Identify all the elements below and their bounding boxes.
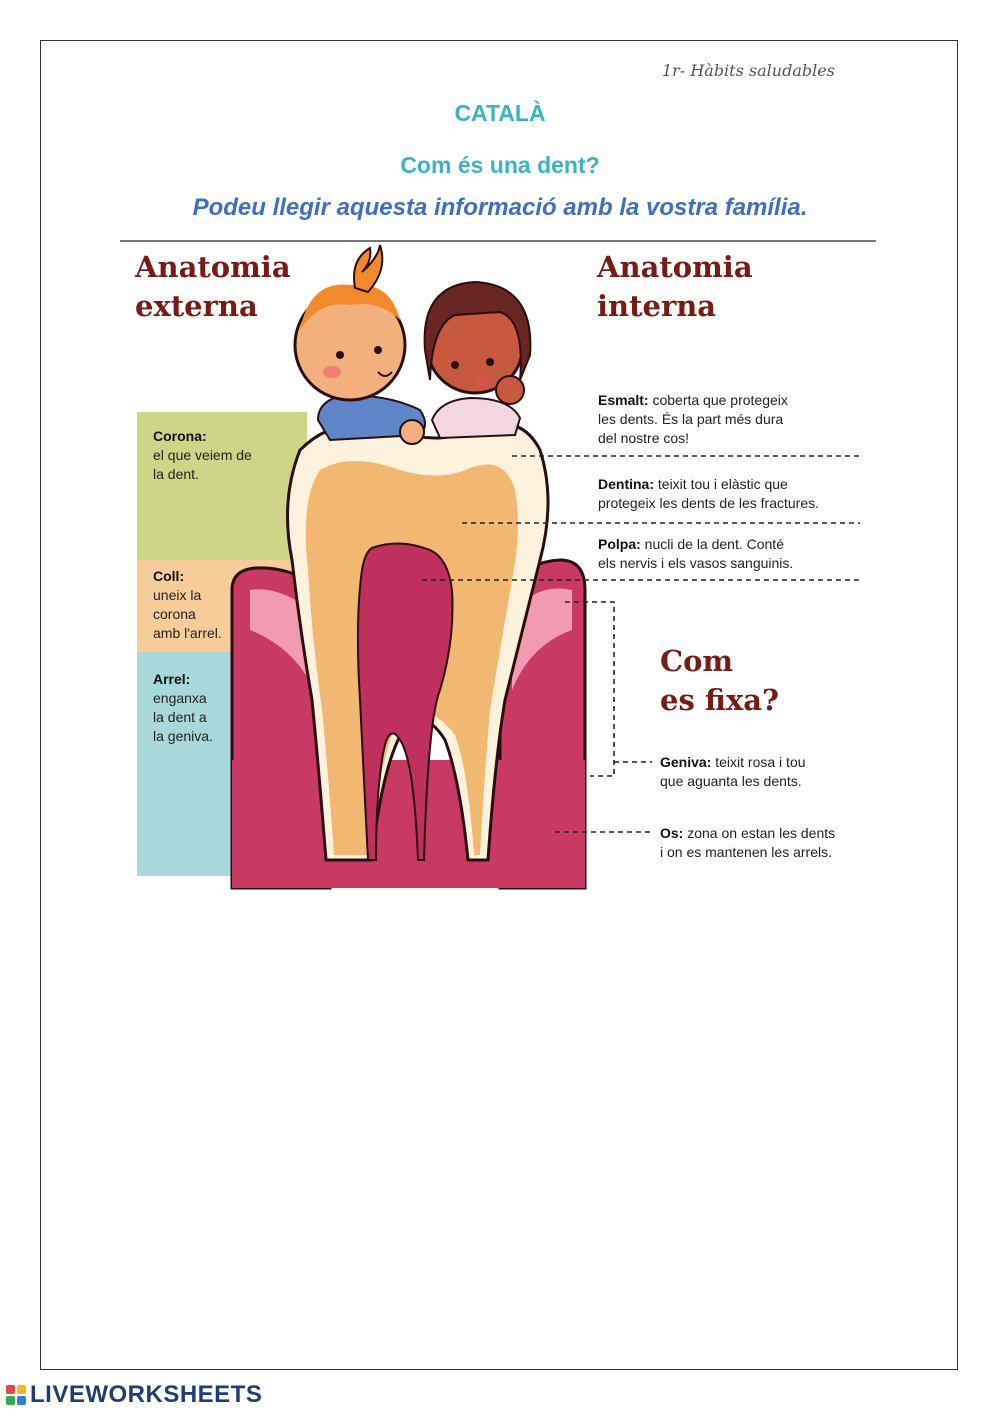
question-title: Com és una dent? (400, 152, 600, 178)
external-anatomy-title-2: externa (135, 289, 258, 323)
arrel-desc-2: la dent a (153, 709, 207, 725)
internal-anatomy-title-1: Anatomia (597, 250, 753, 284)
esmalt-term: Esmalt: (598, 392, 649, 408)
geniva-desc-0: teixit rosa i tou (711, 754, 806, 770)
arrel-term: Arrel: (153, 671, 191, 687)
esmalt-desc-0: coberta que protegeix (648, 392, 788, 408)
corona-label (153, 427, 252, 484)
instruction-text: Podeu llegir aquesta informació amb la vostra família. (192, 194, 808, 221)
coll-desc-2: corona (153, 606, 196, 622)
geniva-term: Geniva: (660, 754, 712, 770)
corona-term: Corona: (153, 428, 207, 444)
os-term: Os: (660, 825, 684, 841)
dentina-desc-0: teixit tou i elàstic que (654, 476, 788, 492)
coll-desc-3: amb l'arrel. (153, 625, 222, 641)
girl-character (425, 282, 531, 438)
geniva-desc-1: que aguanta les dents. (660, 773, 802, 789)
internal-anatomy-title-2: interna (597, 289, 717, 323)
subject-title: CATALÀ (454, 100, 546, 126)
dentina-desc-1: protegeix les dents de les fractures. (598, 495, 820, 511)
fixation-title-2: es fixa? (660, 683, 780, 717)
header-note: 1r- Hàbits saludables (662, 61, 835, 80)
esmalt-desc-1: les dents. És la part més dura (598, 411, 784, 427)
coll-label (153, 567, 222, 643)
logo-text: LIVEWORKSHEETS (30, 1381, 263, 1408)
corona-desc-2: la dent. (153, 466, 199, 482)
corona-desc-1: el que veiem de (153, 447, 252, 463)
arrel-desc-3: la geniva. (153, 728, 213, 744)
coll-term: Coll: (153, 568, 185, 584)
boy-character (295, 245, 425, 444)
logo-grid-icon (6, 1385, 26, 1405)
dentina-term: Dentina: (598, 476, 654, 492)
arrel-desc-1: enganxa (153, 690, 207, 706)
geniva-label (660, 753, 806, 791)
arrel-label (153, 670, 213, 746)
esmalt-label (598, 391, 788, 448)
polpa-term: Polpa: (598, 536, 641, 552)
coll-desc-1: uneix la (153, 587, 202, 603)
liveworksheets-logo[interactable] (6, 1381, 262, 1409)
os-label (660, 824, 835, 862)
polpa-desc-0: nucli de la dent. Conté (640, 536, 784, 552)
os-desc-0: zona on estan les dents (683, 825, 836, 841)
esmalt-desc-2: del nostre cos! (598, 430, 690, 446)
polpa-desc-1: els nervis i els vasos sanguinis. (598, 555, 794, 571)
os-desc-1: i on es mantenen les arrels. (660, 844, 832, 860)
fixation-title-1: Com (660, 644, 734, 678)
dentina-label (598, 475, 819, 513)
external-anatomy-title-1: Anatomia (135, 250, 291, 284)
polpa-label (598, 535, 793, 573)
